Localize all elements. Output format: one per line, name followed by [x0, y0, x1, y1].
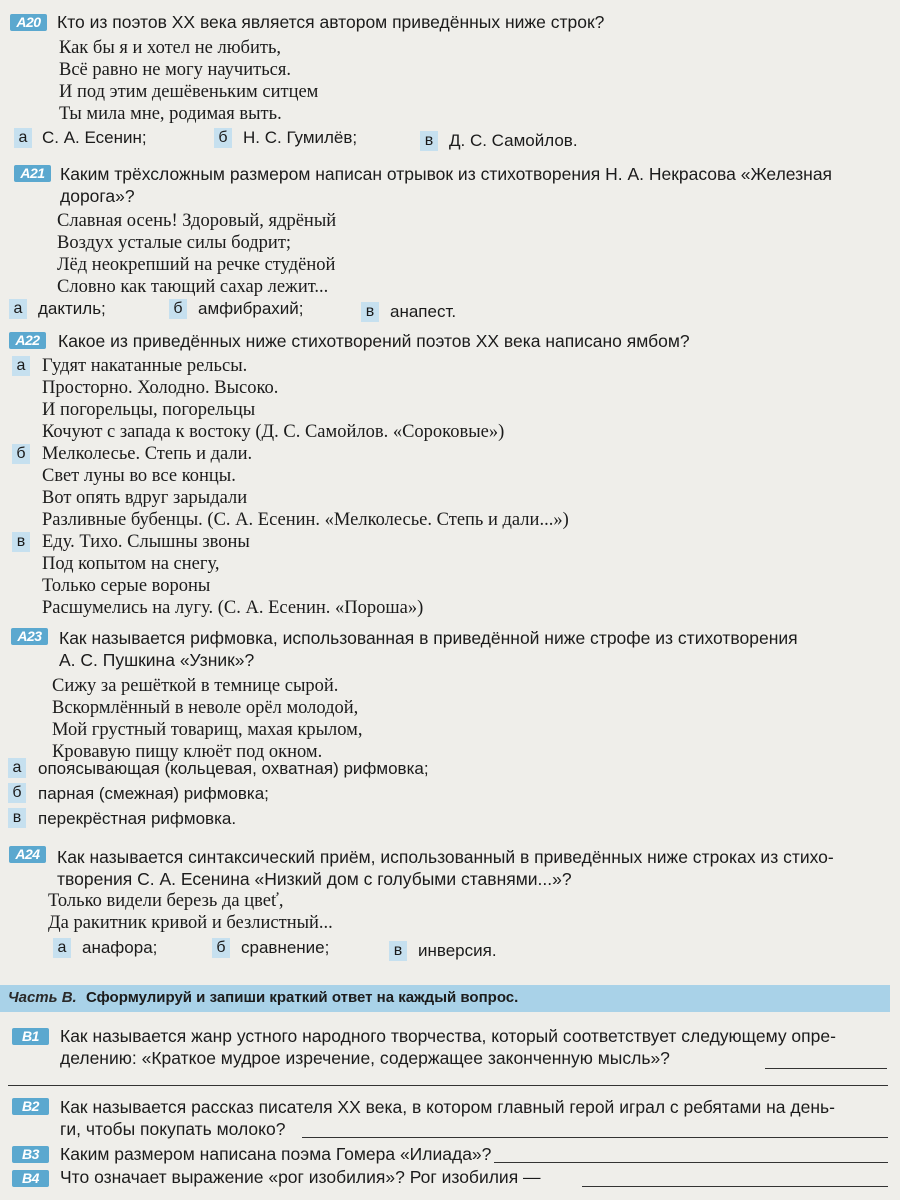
question-b2-text-line1: Как называется рассказ писателя XX века, в котором главный герой играл с ребятами на день- — [60, 1097, 835, 1117]
question-b2-text-line2: ги, чтобы покупать молоко? — [60, 1119, 286, 1139]
question-number-a22: А22 — [9, 332, 46, 349]
option-a22-a-line[interactable]: Кочуют с запада к востоку (Д. С. Самойлов. «Сороковые») — [42, 422, 505, 442]
question-number-b3: В3 — [12, 1146, 49, 1163]
part-b-label: Часть В. — [8, 989, 77, 1006]
option-a21-b[interactable]: амфибрахий; — [198, 299, 304, 318]
poem-line: Всё равно не могу научиться. — [59, 60, 292, 80]
option-a21-a[interactable]: дактиль; — [38, 299, 106, 318]
option-letter-v[interactable]: в — [389, 941, 407, 961]
part-b-header — [0, 985, 890, 1012]
option-letter-b[interactable]: б — [212, 938, 230, 958]
poem-line: И под этим дешёвеньким ситцем — [59, 82, 319, 102]
poem-line: Только видели березь да цвеť, — [48, 891, 284, 911]
question-b1-text-line2: делению: «Краткое мудрое изречение, содержащее законченную мысль»? — [60, 1048, 670, 1068]
option-letter-a[interactable]: а — [9, 299, 27, 319]
option-a23-v[interactable]: перекрёстная рифмовка. — [38, 809, 237, 828]
question-number-a20: А20 — [10, 14, 47, 31]
option-letter-v[interactable]: в — [8, 808, 26, 828]
poem-line: Кровавую пищу клюёт под окном. — [52, 742, 323, 762]
option-letter-a[interactable]: а — [14, 128, 32, 148]
option-a22-b-line[interactable]: Разливные бубенцы. (С. А. Есенин. «Мелколесье. Степь и дали...») — [42, 510, 569, 530]
option-a20-b[interactable]: Н. С. Гумилёв; — [243, 128, 358, 147]
option-a22-v-line[interactable]: Только серые вороны — [42, 576, 211, 596]
option-a23-a[interactable]: опоясывающая (кольцевая, охватная) рифмовка; — [38, 759, 429, 778]
poem-line: Словно как тающий сахар лежит... — [57, 277, 329, 297]
poem-line: Сижу за решёткой в темнице сырой. — [52, 676, 339, 696]
option-a22-v-line[interactable]: Под копытом на снегу, — [42, 554, 220, 574]
option-letter-a[interactable]: а — [12, 356, 30, 376]
option-a22-a-line[interactable]: Гудят накатанные рельсы. — [42, 356, 248, 376]
question-a23-text-line2: А. С. Пушкина «Узник»? — [59, 650, 255, 670]
question-a20-text: Кто из поэтов XX века является автором приведённых ниже строк? — [57, 12, 605, 32]
option-a21-v[interactable]: анапест. — [390, 302, 457, 321]
option-letter-a[interactable]: а — [8, 758, 26, 778]
poem-line: Как бы я и хотел не любить, — [59, 38, 281, 58]
question-a24-text-line2: творения С. А. Есенина «Низкий дом с голубыми ставнями...»? — [57, 869, 572, 889]
option-a20-v[interactable]: Д. С. Самойлов. — [449, 131, 578, 150]
answer-line-b3[interactable] — [494, 1162, 888, 1163]
answer-line-b1[interactable] — [765, 1068, 887, 1069]
option-letter-a[interactable]: а — [53, 938, 71, 958]
answer-line-b2[interactable] — [302, 1137, 888, 1138]
question-number-a23: А23 — [11, 628, 48, 645]
option-letter-b[interactable]: б — [8, 783, 26, 803]
poem-line: Воздух усталые силы бодрит; — [57, 233, 292, 253]
option-letter-v[interactable]: в — [12, 532, 30, 552]
question-b1-text-line1: Как называется жанр устного народного творчества, который соответствует следующему опре- — [60, 1026, 836, 1046]
answer-line-b4[interactable] — [582, 1186, 888, 1187]
question-a22-text: Какое из приведённых ниже стихотворений поэтов XX века написано ямбом? — [58, 331, 690, 351]
poem-line: Мой грустный товарищ, махая крылом, — [52, 720, 363, 740]
option-letter-b[interactable]: б — [12, 444, 30, 464]
poem-line: Вскормлённый в неволе орёл молодой, — [52, 698, 359, 718]
poem-line: Ты мила мне, родимая выть. — [59, 104, 282, 124]
question-number-b4: В4 — [12, 1170, 49, 1187]
part-b-title: Сформулируй и запиши краткий ответ на каждый вопрос. — [86, 989, 519, 1006]
question-a23-text-line1: Как называется рифмовка, использованная в приведённой ниже строфе из стихотворения — [59, 628, 798, 648]
option-a24-v[interactable]: инверсия. — [418, 941, 497, 960]
option-letter-v[interactable]: в — [361, 302, 379, 322]
option-a22-a-line[interactable]: Просторно. Холодно. Высоко. — [42, 378, 279, 398]
option-a22-a-line[interactable]: И погорельцы, погорельцы — [42, 400, 256, 420]
option-a20-a[interactable]: С. А. Есенин; — [42, 128, 147, 147]
question-a21-text-line1: Каким трёхсложным размером написан отрывок из стихотворения Н. А. Некрасова «Железная — [60, 164, 833, 184]
question-number-b2: В2 — [12, 1098, 49, 1115]
option-letter-b[interactable]: б — [169, 299, 187, 319]
question-a24-text-line1: Как называется синтаксический приём, использованный в приведённых ниже строках из стихо- — [57, 847, 834, 867]
option-a22-v-line[interactable]: Еду. Тихо. Слышны звоны — [42, 532, 250, 552]
option-a24-b[interactable]: сравнение; — [241, 938, 330, 957]
question-number-a24: А24 — [9, 846, 46, 863]
answer-line-b1-extra[interactable] — [8, 1085, 888, 1086]
option-a24-a[interactable]: анафора; — [82, 938, 158, 957]
question-number-b1: В1 — [12, 1028, 49, 1045]
question-b4-text: Что означает выражение «рог изобилия»? Рог изобилия — — [60, 1167, 541, 1187]
option-a22-v-line[interactable]: Расшумелись на лугу. (С. А. Есенин. «Пороша») — [42, 598, 424, 618]
option-letter-b[interactable]: б — [214, 128, 232, 148]
option-letter-v[interactable]: в — [420, 131, 438, 151]
poem-line: Да ракитник кривой и безлистный... — [48, 913, 333, 933]
poem-line: Славная осень! Здоровый, ядрёный — [57, 211, 337, 231]
poem-line: Лёд неокрепший на речке студёной — [57, 255, 336, 275]
option-a23-b[interactable]: парная (смежная) рифмовка; — [38, 784, 269, 803]
question-b3-text: Каким размером написана поэма Гомера «Илиада»? — [60, 1144, 492, 1164]
question-a21-text-line2: дорога»? — [60, 186, 135, 206]
option-a22-b-line[interactable]: Вот опять вдруг зарыдали — [42, 488, 248, 508]
question-number-a21: А21 — [14, 165, 51, 182]
option-a22-b-line[interactable]: Свет луны во все концы. — [42, 466, 236, 486]
option-a22-b-line[interactable]: Мелколесье. Степь и дали. — [42, 444, 253, 464]
